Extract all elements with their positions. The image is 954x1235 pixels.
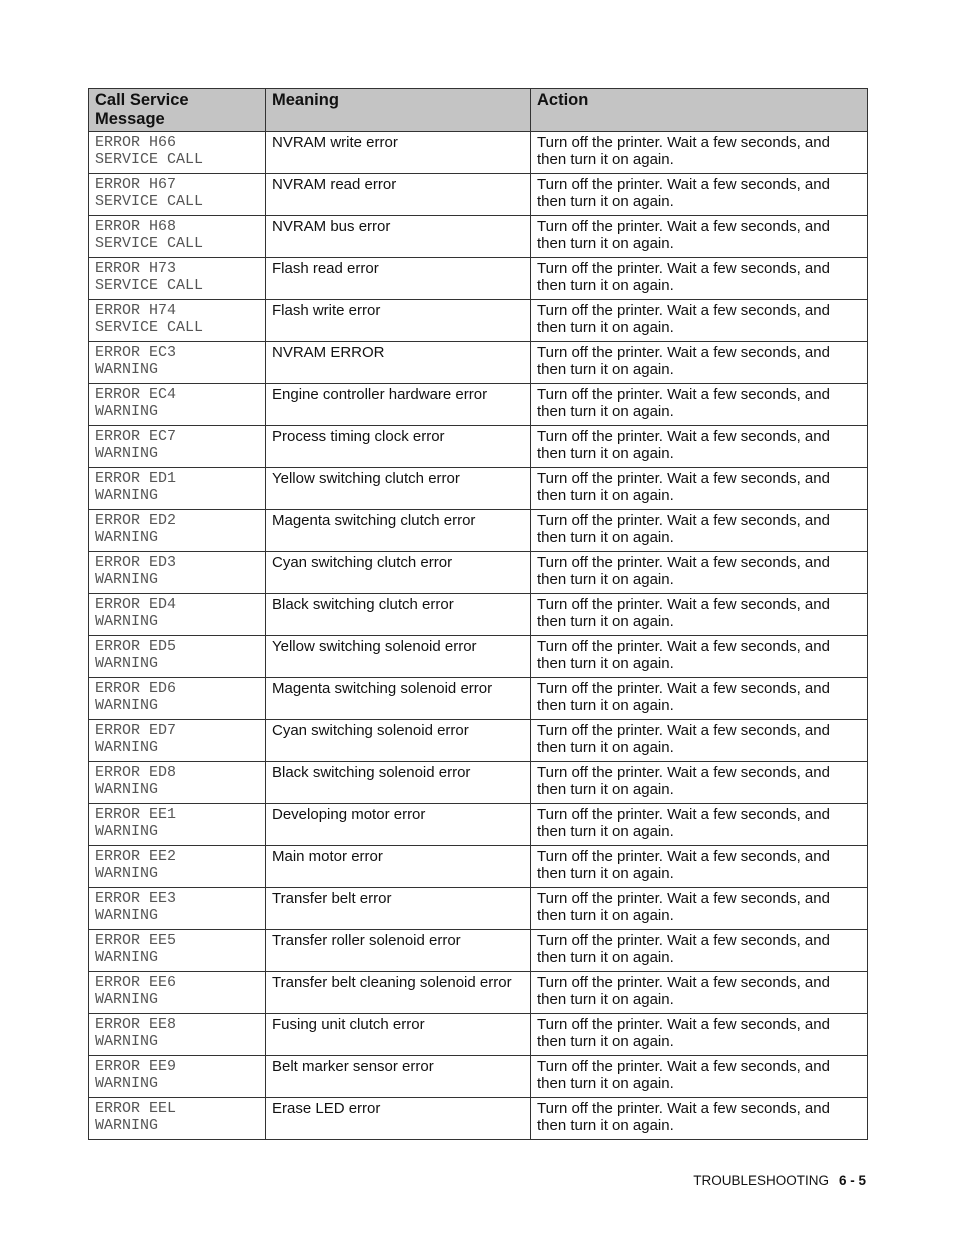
error-code: ERROR EE5 — [95, 932, 177, 949]
error-type: WARNING — [95, 655, 159, 672]
error-type: WARNING — [95, 823, 159, 840]
action-cell: Turn off the printer. Wait a few seconds, and then turn it on again. — [531, 216, 868, 258]
action-cell: Turn off the printer. Wait a few seconds, and then turn it on again. — [531, 384, 868, 426]
call-service-message-cell — [89, 300, 266, 342]
call-service-message-cell — [89, 636, 266, 678]
error-type: SERVICE CALL — [95, 151, 204, 168]
action-cell: Turn off the printer. Wait a few seconds, and then turn it on again. — [531, 846, 868, 888]
header-action: Action — [531, 89, 868, 132]
meaning-cell: Black switching solenoid error — [266, 762, 531, 804]
call-service-message-cell — [89, 1098, 266, 1140]
call-service-message-cell — [89, 1056, 266, 1098]
call-service-message-cell — [89, 426, 266, 468]
error-code: ERROR ED8 — [95, 764, 177, 781]
error-message-table — [88, 88, 868, 1140]
call-service-message-cell — [89, 804, 266, 846]
error-type: WARNING — [95, 529, 159, 546]
error-type: WARNING — [95, 571, 159, 588]
action-cell: Turn off the printer. Wait a few seconds, and then turn it on again. — [531, 132, 868, 174]
action-cell: Turn off the printer. Wait a few seconds, and then turn it on again. — [531, 594, 868, 636]
meaning-cell: Cyan switching solenoid error — [266, 720, 531, 762]
table-row — [89, 552, 868, 594]
meaning-cell: NVRAM bus error — [266, 216, 531, 258]
meaning-cell: Main motor error — [266, 846, 531, 888]
table-row — [89, 1056, 868, 1098]
action-cell: Turn off the printer. Wait a few seconds, and then turn it on again. — [531, 174, 868, 216]
footer-section-title: TROUBLESHOOTING — [693, 1173, 829, 1188]
action-cell: Turn off the printer. Wait a few seconds, and then turn it on again. — [531, 426, 868, 468]
error-code: ERROR H74 — [95, 302, 177, 319]
action-cell: Turn off the printer. Wait a few seconds, and then turn it on again. — [531, 636, 868, 678]
error-code: ERROR ED1 — [95, 470, 177, 487]
meaning-cell: Magenta switching solenoid error — [266, 678, 531, 720]
table-row — [89, 510, 868, 552]
action-cell: Turn off the printer. Wait a few seconds, and then turn it on again. — [531, 930, 868, 972]
error-type: WARNING — [95, 739, 159, 756]
error-type: SERVICE CALL — [95, 319, 204, 336]
call-service-message-cell — [89, 342, 266, 384]
meaning-cell: NVRAM write error — [266, 132, 531, 174]
table-row — [89, 342, 868, 384]
call-service-message-cell — [89, 510, 266, 552]
call-service-message-cell — [89, 132, 266, 174]
meaning-cell: Yellow switching solenoid error — [266, 636, 531, 678]
error-code: ERROR ED7 — [95, 722, 177, 739]
meaning-cell: Cyan switching clutch error — [266, 552, 531, 594]
error-type: WARNING — [95, 487, 159, 504]
error-type: WARNING — [95, 1075, 159, 1092]
meaning-cell: Erase LED error — [266, 1098, 531, 1140]
action-cell: Turn off the printer. Wait a few seconds, and then turn it on again. — [531, 1056, 868, 1098]
call-service-message-cell — [89, 384, 266, 426]
table-body — [89, 132, 868, 1140]
footer-page-number: 6 - 5 — [838, 1173, 866, 1188]
error-type: WARNING — [95, 445, 159, 462]
table-row — [89, 258, 868, 300]
error-code: ERROR H67 — [95, 176, 177, 193]
error-type: WARNING — [95, 1033, 159, 1050]
meaning-cell: Developing motor error — [266, 804, 531, 846]
meaning-cell: Flash read error — [266, 258, 531, 300]
table-row — [89, 384, 868, 426]
error-code: ERROR EE2 — [95, 848, 177, 865]
action-cell: Turn off the printer. Wait a few seconds, and then turn it on again. — [531, 468, 868, 510]
table-row — [89, 1098, 868, 1140]
error-type: WARNING — [95, 613, 159, 630]
table-row — [89, 426, 868, 468]
call-service-message-cell — [89, 846, 266, 888]
table-row — [89, 804, 868, 846]
error-type: WARNING — [95, 865, 159, 882]
table-header-row — [89, 89, 868, 132]
action-cell: Turn off the printer. Wait a few seconds, and then turn it on again. — [531, 678, 868, 720]
action-cell: Turn off the printer. Wait a few seconds, and then turn it on again. — [531, 258, 868, 300]
meaning-cell: Engine controller hardware error — [266, 384, 531, 426]
error-type: SERVICE CALL — [95, 235, 204, 252]
table-row — [89, 846, 868, 888]
call-service-message-cell — [89, 930, 266, 972]
error-code: ERROR ED6 — [95, 680, 177, 697]
table-row — [89, 174, 868, 216]
error-type: WARNING — [95, 949, 159, 966]
error-code: ERROR EC4 — [95, 386, 177, 403]
call-service-message-cell — [89, 216, 266, 258]
action-cell: Turn off the printer. Wait a few seconds, and then turn it on again. — [531, 762, 868, 804]
table-row — [89, 594, 868, 636]
error-type: WARNING — [95, 403, 159, 420]
action-cell: Turn off the printer. Wait a few seconds, and then turn it on again. — [531, 552, 868, 594]
error-code: ERROR ED2 — [95, 512, 177, 529]
table-row — [89, 300, 868, 342]
meaning-cell: Belt marker sensor error — [266, 1056, 531, 1098]
call-service-message-cell — [89, 972, 266, 1014]
meaning-cell: Black switching clutch error — [266, 594, 531, 636]
meaning-cell: Yellow switching clutch error — [266, 468, 531, 510]
error-type: SERVICE CALL — [95, 193, 204, 210]
error-type: WARNING — [95, 907, 159, 924]
call-service-message-cell — [89, 258, 266, 300]
error-type: WARNING — [95, 991, 159, 1008]
error-code: ERROR H68 — [95, 218, 177, 235]
error-code: ERROR ED3 — [95, 554, 177, 571]
meaning-cell: Fusing unit clutch error — [266, 1014, 531, 1056]
table-row — [89, 678, 868, 720]
call-service-message-cell — [89, 594, 266, 636]
action-cell: Turn off the printer. Wait a few seconds, and then turn it on again. — [531, 300, 868, 342]
error-type: WARNING — [95, 1117, 159, 1134]
call-service-message-cell — [89, 468, 266, 510]
action-cell: Turn off the printer. Wait a few seconds, and then turn it on again. — [531, 720, 868, 762]
meaning-cell: Transfer belt cleaning solenoid error — [266, 972, 531, 1014]
error-code: ERROR H73 — [95, 260, 177, 277]
error-code: ERROR EE6 — [95, 974, 177, 991]
table-row — [89, 636, 868, 678]
call-service-message-cell — [89, 762, 266, 804]
action-cell: Turn off the printer. Wait a few seconds, and then turn it on again. — [531, 510, 868, 552]
header-call-service-message: Call Service Message — [89, 89, 266, 132]
meaning-cell: NVRAM ERROR — [266, 342, 531, 384]
error-code: ERROR EC3 — [95, 344, 177, 361]
error-type: WARNING — [95, 361, 159, 378]
table-row — [89, 972, 868, 1014]
call-service-message-cell — [89, 888, 266, 930]
meaning-cell: Magenta switching clutch error — [266, 510, 531, 552]
page-footer — [693, 1173, 866, 1188]
error-type: WARNING — [95, 781, 159, 798]
error-code: ERROR ED4 — [95, 596, 177, 613]
call-service-message-cell — [89, 678, 266, 720]
error-code: ERROR EC7 — [95, 428, 177, 445]
table-row — [89, 888, 868, 930]
table-row — [89, 762, 868, 804]
call-service-message-cell — [89, 720, 266, 762]
call-service-message-cell — [89, 174, 266, 216]
action-cell: Turn off the printer. Wait a few seconds, and then turn it on again. — [531, 972, 868, 1014]
error-code: ERROR ED5 — [95, 638, 177, 655]
error-type: WARNING — [95, 697, 159, 714]
meaning-cell: Flash write error — [266, 300, 531, 342]
meaning-cell: Process timing clock error — [266, 426, 531, 468]
error-code: ERROR EE9 — [95, 1058, 177, 1075]
call-service-message-cell — [89, 1014, 266, 1056]
action-cell: Turn off the printer. Wait a few seconds, and then turn it on again. — [531, 1014, 868, 1056]
error-code: ERROR EE3 — [95, 890, 177, 907]
table-row — [89, 720, 868, 762]
table-row — [89, 930, 868, 972]
action-cell: Turn off the printer. Wait a few seconds, and then turn it on again. — [531, 342, 868, 384]
error-code: ERROR EE1 — [95, 806, 177, 823]
error-code: ERROR EE8 — [95, 1016, 177, 1033]
action-cell: Turn off the printer. Wait a few seconds, and then turn it on again. — [531, 804, 868, 846]
header-meaning: Meaning — [266, 89, 531, 132]
meaning-cell: NVRAM read error — [266, 174, 531, 216]
meaning-cell: Transfer belt error — [266, 888, 531, 930]
error-type: SERVICE CALL — [95, 277, 204, 294]
table-row — [89, 216, 868, 258]
error-code: ERROR H66 — [95, 134, 177, 151]
error-code: ERROR EEL — [95, 1100, 177, 1117]
action-cell: Turn off the printer. Wait a few seconds, and then turn it on again. — [531, 888, 868, 930]
table-row — [89, 1014, 868, 1056]
call-service-message-cell — [89, 552, 266, 594]
table-row — [89, 468, 868, 510]
meaning-cell: Transfer roller solenoid error — [266, 930, 531, 972]
table-row — [89, 132, 868, 174]
action-cell: Turn off the printer. Wait a few seconds, and then turn it on again. — [531, 1098, 868, 1140]
